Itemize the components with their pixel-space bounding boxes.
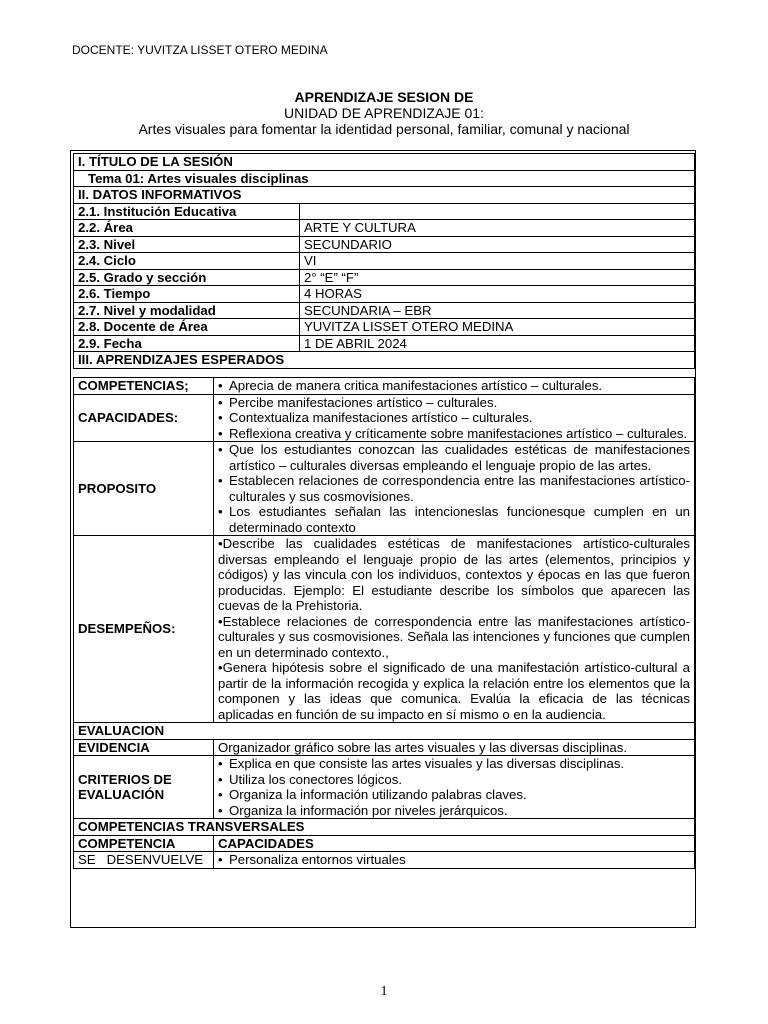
title-line-3: Artes visuales para fomentar la identidad personal, familiar, comunal y nacional: [138, 121, 630, 137]
datos-value: YUVITZA LISSET OTERO MEDINA: [300, 319, 695, 336]
capacidad-item: • Reflexiona creativa y críticamente sobre manifestaciones artístico – culturales.: [218, 426, 690, 442]
capacidades-cell: [214, 394, 695, 442]
proposito-row: [74, 442, 695, 536]
criterios-label: CRITERIOS DE EVALUACIÓN: [74, 756, 214, 819]
section2-title-row: [74, 187, 695, 204]
transversales-col1: COMPETENCIA: [74, 835, 214, 852]
section1-tema-row: [74, 170, 695, 187]
transversal-competencia: SE DESENVUELVE: [74, 852, 214, 869]
section1-title: I. TÍTULO DE LA SESIÓN: [74, 154, 695, 171]
datos-value: 4 HORAS: [300, 286, 695, 303]
datos-row: [74, 236, 695, 253]
desempenos-label: DESEMPEÑOS:: [74, 536, 214, 723]
datos-row: [74, 203, 695, 220]
criterios-row: [74, 756, 695, 819]
transversal-capacidad-cell: [214, 852, 695, 869]
proposito-item: • Que los estudiantes conozcan las cualidades estéticas de manifestaciones artístico – culturales diversas empleando el lenguaje propio de las artes.: [218, 442, 690, 473]
datos-label: 2.8. Docente de Área: [74, 319, 300, 336]
section1-tema: Tema 01: Artes visuales disciplinas: [74, 170, 695, 187]
title-line-1: APRENDIZAJE SESION DE: [294, 89, 474, 105]
page-number: 1: [380, 984, 388, 999]
transversales-header-row: [74, 835, 695, 852]
transversales-title: COMPETENCIAS TRANSVERSALES: [74, 819, 695, 836]
evidencia-label: EVIDENCIA: [74, 739, 214, 756]
capacidad-item: • Percibe manifestaciones artístico – culturales.: [218, 395, 690, 411]
proposito-cell: [214, 442, 695, 536]
title-line-2: UNIDAD DE APRENDIZAJE 01:: [284, 105, 484, 121]
document-titles: [72, 89, 696, 137]
evidencia-value: Organizador gráfico sobre las artes visuales y las diversas disciplinas.: [214, 739, 695, 756]
competencias-label: COMPETENCIAS;: [74, 378, 214, 395]
datos-row: [74, 269, 695, 286]
competencias-row: [74, 378, 695, 395]
datos-row: [74, 220, 695, 237]
desempeno-item: •Establece relaciones de correspondencia entre las manifestaciones artístico-culturales y sus cosmovisiones. Señala las intenciones y funciones que cumplen en un determinado contexto.,: [218, 613, 690, 660]
datos-label: 2.2. Área: [74, 220, 300, 237]
criterio-item: • Explica en que consiste las artes visuales y las diversas disciplinas.: [218, 756, 690, 772]
datos-value: ARTE Y CULTURA: [300, 220, 695, 237]
criterio-item: • Organiza la información utilizando palabras claves.: [218, 787, 690, 803]
criterios-cell: [214, 756, 695, 819]
datos-label: 2.7. Nivel y modalidad: [74, 302, 300, 319]
datos-row: [74, 319, 695, 336]
proposito-label: PROPOSITO: [74, 442, 214, 536]
evaluacion-title: EVALUACION: [74, 723, 695, 740]
section2-title: II. DATOS INFORMATIVOS: [74, 187, 695, 204]
section3-title-row: [74, 352, 695, 369]
desempeno-item: •Genera hipótesis sobre el significado de una manifestación artístico-cultural a partir de la información recogida y explica la relación entre los elementos que la componen y las ideas que comunica. Evalúa la eficacia de las técnicas aplicadas en función de su impacto en sí mismo o en la audiencia.: [218, 660, 690, 722]
desempenos-cell: [214, 536, 695, 723]
datos-row: [74, 286, 695, 303]
datos-value: SECUNDARIA – EBR: [300, 302, 695, 319]
header-docente: DOCENTE: YUVITZA LISSET OTERO MEDINA: [72, 43, 328, 57]
proposito-item: • Establecen relaciones de correspondencia entre las manifestaciones artístico-culturales y sus cosmovisiones.: [218, 473, 690, 504]
transversales-row: [74, 852, 695, 869]
capacidades-row: [74, 394, 695, 442]
evaluacion-title-row: [74, 723, 695, 740]
transversales-title-row: [74, 819, 695, 836]
aprendizajes-table: [73, 377, 695, 869]
session-table: [73, 153, 695, 369]
datos-value: 1 DE ABRIL 2024: [300, 335, 695, 352]
datos-value: VI: [300, 253, 695, 270]
criterio-item: • Utiliza los conectores lógicos.: [218, 772, 690, 788]
competencias-cell: [214, 378, 695, 395]
criterio-item: • Organiza la información por niveles jerárquicos.: [218, 803, 690, 819]
section3-title: III. APRENDIZAJES ESPERADOS: [74, 352, 695, 369]
datos-row: [74, 302, 695, 319]
desempenos-row: [74, 536, 695, 723]
transversales-col2: CAPACIDADES: [214, 835, 695, 852]
datos-row: [74, 253, 695, 270]
capacidad-item: • Contextualiza manifestaciones artístico – culturales.: [218, 410, 690, 426]
transversal-capacidad: • Personaliza entornos virtuales: [218, 852, 690, 868]
datos-value: [300, 203, 695, 220]
datos-label: 2.4. Ciclo: [74, 253, 300, 270]
datos-row: [74, 335, 695, 352]
datos-label: 2.3. Nivel: [74, 236, 300, 253]
datos-label: 2.9. Fecha: [74, 335, 300, 352]
proposito-item: • Los estudiantes señalan las intencioneslas funcionesque cumplen en un determinado contexto: [218, 504, 690, 535]
datos-value: SECUNDARIO: [300, 236, 695, 253]
capacidades-label: CAPACIDADES:: [74, 394, 214, 442]
datos-label: 2.6. Tiempo: [74, 286, 300, 303]
datos-label: 2.5. Grado y sección: [74, 269, 300, 286]
desempeno-item: •Describe las cualidades estéticas de manifestaciones artístico-culturales diversas empleando el lenguaje propio de las artes (elementos, principios y códigos) y las vincula con los individuos, contextos y épocas en las que fueron producidas. Ejemplo: El estudiante describe los símbolos que aparecen las cuevas de la Prehistoria.: [218, 536, 690, 613]
evidencia-row: [74, 739, 695, 756]
section1-title-row: [74, 154, 695, 171]
datos-label: 2.1. Institución Educativa: [74, 203, 300, 220]
datos-value: 2° “E” “F”: [300, 269, 695, 286]
competencia-item: • Aprecia de manera critica manifestaciones artístico – culturales.: [218, 378, 690, 394]
